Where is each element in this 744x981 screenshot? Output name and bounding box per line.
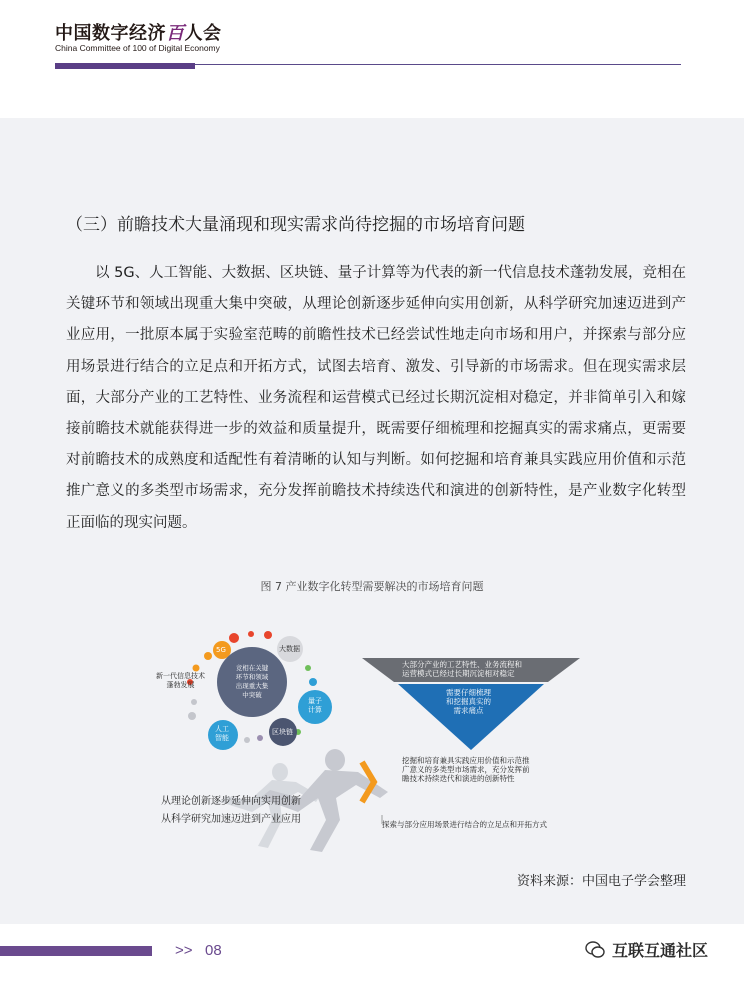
logo-subtitle: China Committee of 100 of Digital Economy bbox=[55, 43, 220, 53]
source-note: 资料来源：中国电子学会整理 bbox=[516, 874, 686, 889]
left-label: 新一代信息技术 蓬勃发展 bbox=[156, 672, 205, 689]
header-accent-bar bbox=[55, 63, 195, 69]
bubble-quantum-label: 量子 计算 bbox=[308, 697, 322, 714]
triangle-mid-text: 需要仔细梳理 和挖掘真实的 需求痛点 bbox=[446, 688, 491, 715]
figure-diagram bbox=[130, 620, 600, 860]
explore-text: 探索与部分应用场景进行结合的立足点和开拓方式 bbox=[382, 820, 547, 829]
bubble-5g-label: 5G bbox=[216, 646, 226, 654]
body-paragraph bbox=[66, 258, 686, 539]
center-bubble-text: 竞相在关键 环节和领域 出现重大集 中突破 bbox=[235, 664, 269, 699]
bubble-ai-label: 人工 智能 bbox=[215, 725, 229, 742]
logo-title bbox=[55, 19, 222, 45]
triangle-bottom-text: 挖掘和培育兼具实践应用价值和示范推 广意义的多类型市场需求，充分发挥前 瞻技术持续迭代和演进的创新特性 bbox=[402, 756, 530, 783]
logo-title-post: 人会 bbox=[184, 23, 222, 44]
logo-100-mark: 百 bbox=[166, 23, 185, 44]
bubble-blockchain-label: 区块链 bbox=[272, 728, 293, 736]
page-marker: >> bbox=[175, 942, 193, 959]
runner-text-line1: 从理论创新逐步延伸向实用创新 bbox=[161, 796, 301, 807]
paragraph-text: 以 5G、人工智能、大数据、区块链、量子计算等为代表的新一代信息技术蓬勃发展，竞相在关键环节和领域出现重大集中突破，从理论创新逐步延伸向实用创新，从科学研究加速迈进到产业应用，一批原本属于实验室范畴的前瞻性技术已经尝试性地走向市场和用户，并探索与部分应用场景进行结合的立足点和开拓方式，试图去培育、激发、引导新的市场需求。但在现实需求层面，大部分产业的工艺特性、业务流程和运营模式已经过长期沉淀相对稳定，并非简单引入和嫁接前瞻技术就能获得进一步的效益和质量提升，既需要仔细梳理和挖掘真实的需求痛点，更需要对前瞻技术的成熟度和适配性有着清晰的认知与判断。如何挖掘和培育兼具实践应用价值和示范推广意义的多类型市场需求，充分发挥前瞻技术持续迭代和演进的创新特性，是产业数字化转型正面临的现实问题。 bbox=[66, 265, 686, 531]
watermark-text: 互联互通社区 bbox=[612, 941, 709, 960]
triangle-top-text: 大部分产业的工艺特性、业务流程和 运营模式已经过长期沉淀相对稳定 bbox=[402, 660, 522, 678]
footer-accent-bar bbox=[0, 946, 152, 956]
page-header bbox=[0, 0, 744, 118]
bubble-bigdata-label: 大数据 bbox=[279, 645, 300, 653]
center-bubble bbox=[217, 647, 287, 717]
section-title: （三）前瞻技术大量涌现和现实需求尚待挖掘的市场培育问题 bbox=[66, 215, 525, 235]
logo-title-pre: 中国数字经济 bbox=[55, 23, 166, 44]
page-number-value: 08 bbox=[205, 942, 222, 959]
figure-caption: 图 7 产业数字化转型需要解决的市场培育问题 bbox=[260, 580, 484, 593]
wechat-icon bbox=[585, 941, 605, 959]
page-number bbox=[175, 942, 222, 959]
runner-text-line2: 从科学研究加速迈进到产业应用 bbox=[161, 814, 301, 825]
